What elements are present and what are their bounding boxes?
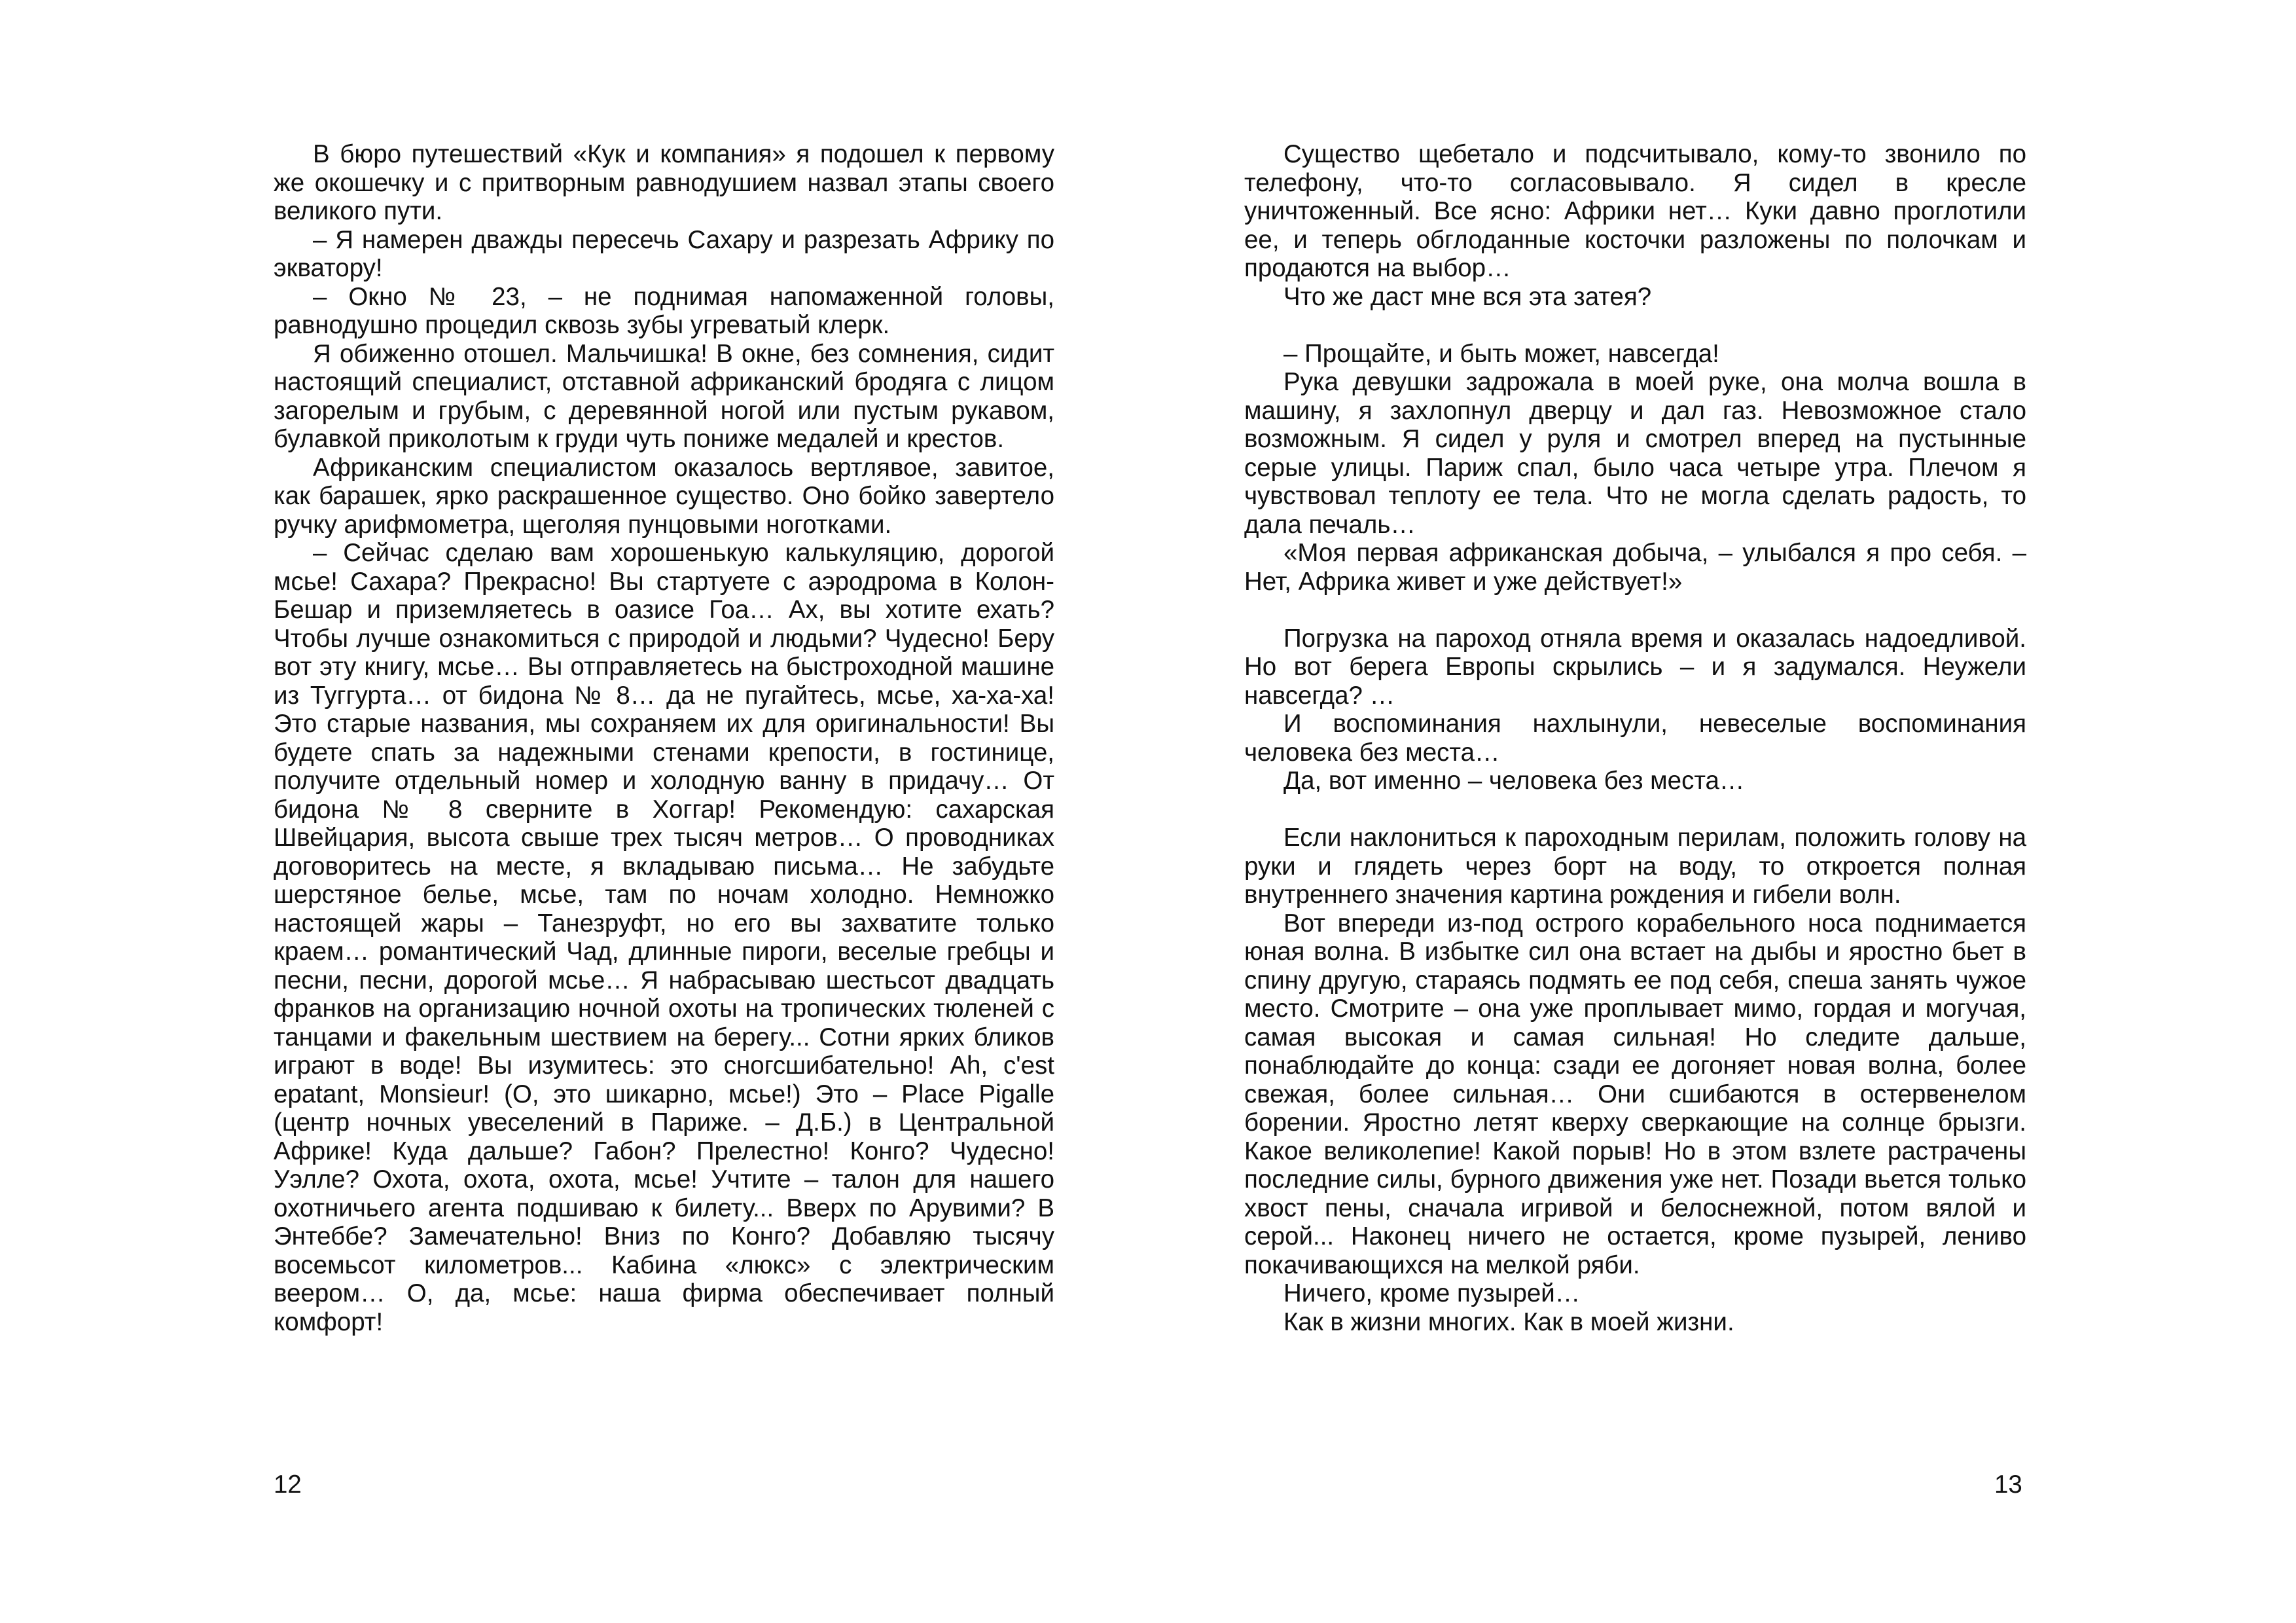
paragraph: Существо щебетало и подсчитывало, кому-то звонило по телефону, что-то согласовывало. Я сидел в кресле уничтоженный. Все ясно: Африки нет… Куки давно проглотили ее, и теперь обглоданные косточки разложены по полочкам и продаются на выбор… [1244,140,2026,282]
paragraph: И воспоминания нахлынули, невеселые воспоминания человека без места… [1244,710,2026,767]
paragraph: – Сейчас сделаю вам хорошенькую калькуляцию, дорогой мсье! Сахара? Прекрасно! Вы стартуете с аэродрома в Колон-Бешар и приземляетесь в оазисе Гоа… Ах, вы хотите ехать? Чтобы лучше ознакомиться с природой и людьми? Чудесно! Беру вот эту книгу, мсье… Вы отправляетесь на быстроходной машине из Туггурта… от бидона № 8… да не пугайтесь, мсье, ха-ха-ха! Это старые названия, мы сохраняем их для оригинальности! Вы будете спать за надежными стенами крепости, в гостинице, получите отдельный номер и холодную ванну в придачу… От бидона № 8 сверните в Хоггар! Рекомендую: сахарская Швейцария, высота свыше трех тысяч метров… О проводниках договоритесь на месте, я вкладываю письма… Не забудьте шерстяное белье, мсье, там по ночам холодно. Немножко настоящей жары – Танезруфт, но его вы захватите только краем… романтический Чад, длинные пироги, веселые гребцы и песни, песни, дорогой мсье… Я набрасываю шестьсот двадцать франков на организацию ночной охоты на тропических тюленей с танцами и факельным шествием на берегу... Сотни ярких бликов играют в воде! Вы изумитесь: это сногсшибательно! Ah, c'est epatant, Monsieur! (О, это шикарно, мсье!) Это – Place Pigalle (центр ночных увеселений в Париже. – Д.Б.) в Центральной Африке! Куда дальше? Габон? Прелестно! Конго? Чудесно! Уэлле? Охота, охота, охота, мсье! Учтите – талон для нашего охотничьего агента подшиваю к билету... Вверх по Арувими? В Энтеббе? Замечательно! Вниз по Конго? Добавляю тысячу восемьсот километров... Кабина «люкс» с электрическим веером… О, да, мсье: наша фирма обеспечивает полный комфорт! [274,539,1054,1336]
paragraph: «Моя первая африканская добыча, – улыбался я про себя. – Нет, Африка живет и уже действует!» [1244,539,2026,596]
paragraph: Африканским специалистом оказалось вертлявое, завитое, как барашек, ярко раскрашенное существо. Оно бойко завертело ручку арифмометра, щеголяя пунцовыми ноготками. [274,453,1054,539]
left-page [274,140,1054,1336]
paragraph: – Окно № 23, – не поднимая напомаженной головы, равнодушно процедил сквозь зубы угреватый клерк. [274,282,1054,339]
paragraph: Ничего, кроме пузырей… [1283,1279,1581,1307]
section-break [1244,311,2026,340]
paragraph: – Я намерен дважды пересечь Сахару и разрезать Африку по экватору! [274,225,1054,282]
paragraph: Погрузка на пароход отняла время и оказалась надоедливой. Но вот берега Европы скрылись – и я задумался. Неужели навсегда? … [1244,624,2026,710]
paragraph: Что же даст мне вся эта затея? [1283,282,1652,311]
paragraph: Если наклониться к пароходным перилам, положить голову на руки и глядеть через борт на воду, то откроется полная внутреннего значения картина рождения и гибели волн. [1244,824,2026,909]
paragraph: Вот впереди из-под острого корабельного носа поднимается юная волна. В избытке сил она встает на дыбы и яростно бьет в спину другую, стараясь подмять ее под себя, спеша занять чужое место. Смотрите – она уже проплывает мимо, гордая и могучая, самая высокая и самая сильная! Но следите дальше, понаблюдайте до конца: сзади ее догоняет новая волна, более свежая, более сильная… Они сшибаются в остервенелом борении. Яростно летят кверху сверкающие на солнце брызги. Какое великолепие! Какой порыв! Но в этом взлете растрачены последние силы, бурного движения уже нет. Позади вьется только хвост пены, сначала игривой и белоснежной, потом вялой и серой... Наконец ничего не остается, кроме пузырей, лениво покачивающихся на мелкой ряби. [1244,909,2026,1279]
paragraph: В бюро путешествий «Кук и компания» я подошел к первому же окошечку и с притворным равнодушием назвал этапы своего великого пути. [274,140,1054,225]
paragraph: Рука девушки задрожала в моей руке, она молча вошла в машину, я захлопнул дверцу и дал газ. Невозможное стало возможным. Я сидел у руля и смотрел вперед на пустынные серые улицы. Париж спал, было часа четыре утра. Плечом я чувствовал теплоту ее тела. Что не могла сделать радость, то дала печаль… [1244,368,2026,539]
right-page [1244,140,2026,1336]
section-break [1244,795,2026,824]
paragraph: Да, вот именно – человека без места… [1283,767,1745,795]
paragraph: Как в жизни многих. Как в моей жизни. [1283,1307,1734,1336]
section-break [1244,596,2026,625]
paragraph: – Прощайте, и быть может, навсегда! [1283,339,1719,368]
page-number-left: 12 [274,1470,302,1499]
page-number-right: 13 [1994,1470,2022,1499]
paragraph: Я обиженно отошел. Мальчишка! В окне, без сомнения, сидит настоящий специалист, отставной африканский бродяга с лицом загорелым и грубым, с деревянной ногой или пустым рукавом, булавкой приколотым к груди чуть пониже медалей и крестов. [274,339,1054,453]
